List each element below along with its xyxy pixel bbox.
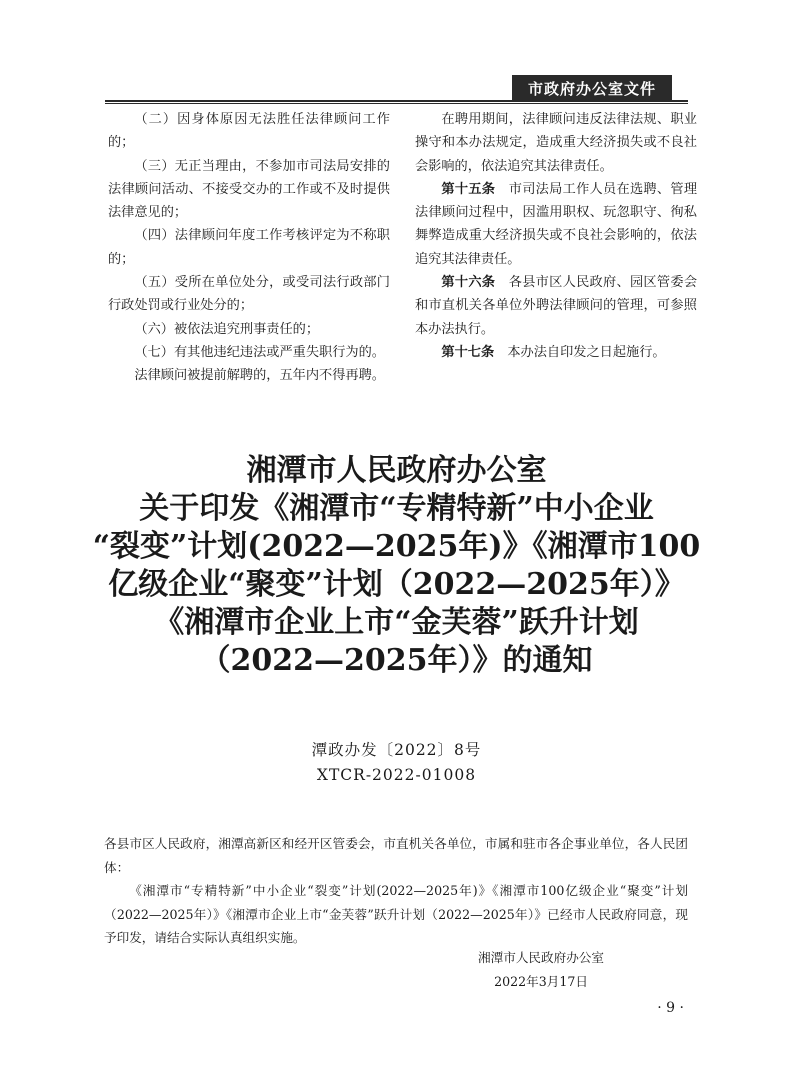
header-rule-thin xyxy=(105,103,688,104)
article-number: 第十六条 xyxy=(441,275,496,291)
paragraph xyxy=(415,341,697,364)
paragraph-text: 市司法局工作人员在选聘、管理法律顾问过程中，因滥用职权、玩忽职守、徇私舞弊造成重大经济损失或不良社会影响的，依法追究其法律责任。 xyxy=(415,181,698,267)
title-line: 湘潭市人民政府办公室 xyxy=(246,453,547,488)
document-number-block xyxy=(0,738,793,788)
title-line: 亿级企业“聚变”计划（2022—2025年）》 xyxy=(108,567,685,602)
paragraph: （四）法律顾问年度工作考核评定为不称职的； xyxy=(108,228,390,267)
document-title xyxy=(60,452,733,680)
paragraph xyxy=(415,271,697,341)
document-number: 潭政办发〔2022〕8号 xyxy=(311,741,482,759)
section-header-tag: 市政府办公室文件 xyxy=(512,75,672,101)
body-paragraph: 《湘潭市“专精特新”中小企业“裂变”计划(2022—2025年)》《湘潭市100亿级企业“聚变”计划（2022—2025年）》《湘潭市企业上市“金芙蓉”跃升计划（2022—2025年）》已经市人民政府同意，现予印发，请结合实际认真组织实施。 xyxy=(104,883,688,945)
paragraph: 法律顾问被提前解聘的，五年内不得再聘。 xyxy=(134,368,385,384)
paragraph: （三）无正当理由，不参加市司法局安排的法律顾问活动、不接受交办的工作或不及时提供法律意见的； xyxy=(108,158,390,221)
notice-body xyxy=(104,832,688,950)
paragraph xyxy=(415,178,697,271)
title-line: （2022—2025年）》的通知 xyxy=(200,643,593,678)
paragraph-text: 各县市区人民政府、园区管委会和市直机关各单位外聘法律顾问的管理，可参照本办法执行。 xyxy=(415,275,698,337)
title-line: 《湘潭市企业上市“金芙蓉”跃升计划 xyxy=(154,605,639,640)
article-number: 第十七条 xyxy=(441,344,495,360)
article-number: 第十五条 xyxy=(441,181,496,197)
paragraph: （五）受所在单位处分，或受司法行政部门行政处罚或行业处分的； xyxy=(108,275,390,314)
paragraph: （二）因身体原因无法胜任法律顾问工作的； xyxy=(108,112,390,151)
signature-date: 2022年3月17日 xyxy=(494,974,588,989)
title-line: “裂变”计划(2022—2025年)》《湘潭市100 xyxy=(92,529,701,564)
page-number: · 9 · xyxy=(657,1000,684,1016)
title-line: 关于印发《湘潭市“专精特新”中小企业 xyxy=(139,491,654,526)
paragraph: （六）被依法追究刑事责任的； xyxy=(134,321,320,337)
header-rule xyxy=(105,100,688,102)
paragraph: （七）有其他违纪违法或严重失职行为的。 xyxy=(134,344,385,360)
addressee: 各县市区人民政府，湘潭高新区和经开区管委会，市直机关各单位，市属和驻市各企事业单位，各人民团体： xyxy=(104,836,688,875)
document-code: XTCR-2022-01008 xyxy=(316,766,477,784)
paragraph-text: 在聘用期间，法律顾问违反法律法规、职业操守和本办法规定，造成重大经济损失或不良社会影响的，依法追究其法律责任。 xyxy=(415,112,697,174)
paragraph xyxy=(415,108,697,178)
right-column xyxy=(415,108,697,364)
paragraph-text: 本办法自印发之日起施行。 xyxy=(494,344,666,360)
left-column xyxy=(108,108,390,388)
signature-org: 湘潭市人民政府办公室 xyxy=(478,950,604,965)
